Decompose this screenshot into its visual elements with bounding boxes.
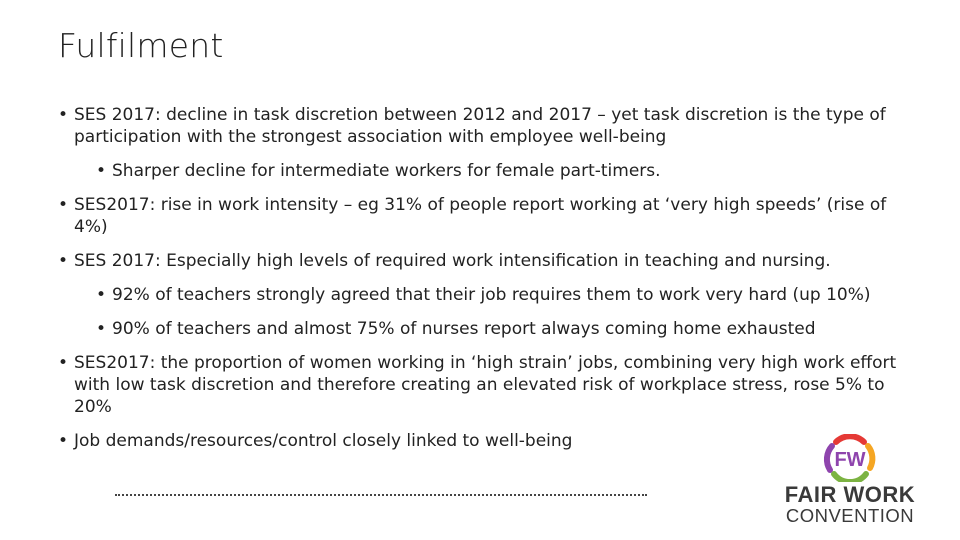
bullet-dot: • [96, 161, 107, 181]
bullet-list [56, 104, 916, 464]
bullet-text: SES 2017: Especially high levels of required work intensification in teaching and nursing. [74, 251, 831, 271]
bullet-dot: • [58, 105, 69, 125]
bullet-text: Job demands/resources/control closely linked to well-being [74, 431, 573, 451]
bullet-text: 92% of teachers strongly agreed that their job requires them to work very hard (up 10%) [112, 285, 871, 305]
slide-title: Fulfilment [58, 26, 224, 65]
bullet-dot: • [96, 319, 107, 339]
sub-bullet-item [56, 160, 916, 182]
bullet-text: SES2017: rise in work intensity – eg 31% of people report working at ‘very high speeds’ (rise of 4%) [74, 195, 887, 237]
bullet-item [56, 352, 916, 418]
fw-monogram: FW [834, 449, 866, 471]
sub-bullet-item [56, 318, 916, 340]
fair-work-convention-logo [765, 434, 935, 528]
sub-bullet-item [56, 284, 916, 306]
bullet-item [56, 104, 916, 148]
bullet-text: SES 2017: decline in task discretion between 2012 and 2017 – yet task discretion is the type of participation with the strongest association with employee well-being [74, 105, 886, 147]
dotted-divider [115, 494, 647, 496]
bullet-text: 90% of teachers and almost 75% of nurses report always coming home exhausted [112, 319, 816, 339]
fw-ring-icon [816, 434, 884, 482]
bullet-item [56, 194, 916, 238]
logo-line1: FAIR WORK [784, 482, 916, 507]
bullet-item [56, 250, 916, 272]
logo-line2: CONVENTION [785, 505, 915, 526]
bullet-dot: • [58, 251, 69, 271]
bullet-dot: • [58, 195, 69, 215]
bullet-text: SES2017: the proportion of women working in ‘high strain’ jobs, combining very high work effort with low task discretion and therefore creating an elevated risk of workplace stress, rose 5% to 20% [74, 353, 897, 417]
bullet-dot: • [58, 353, 69, 373]
bullet-dot: • [58, 431, 69, 451]
bullet-dot: • [96, 285, 107, 305]
bullet-text: Sharper decline for intermediate workers for female part-timers. [112, 161, 661, 181]
